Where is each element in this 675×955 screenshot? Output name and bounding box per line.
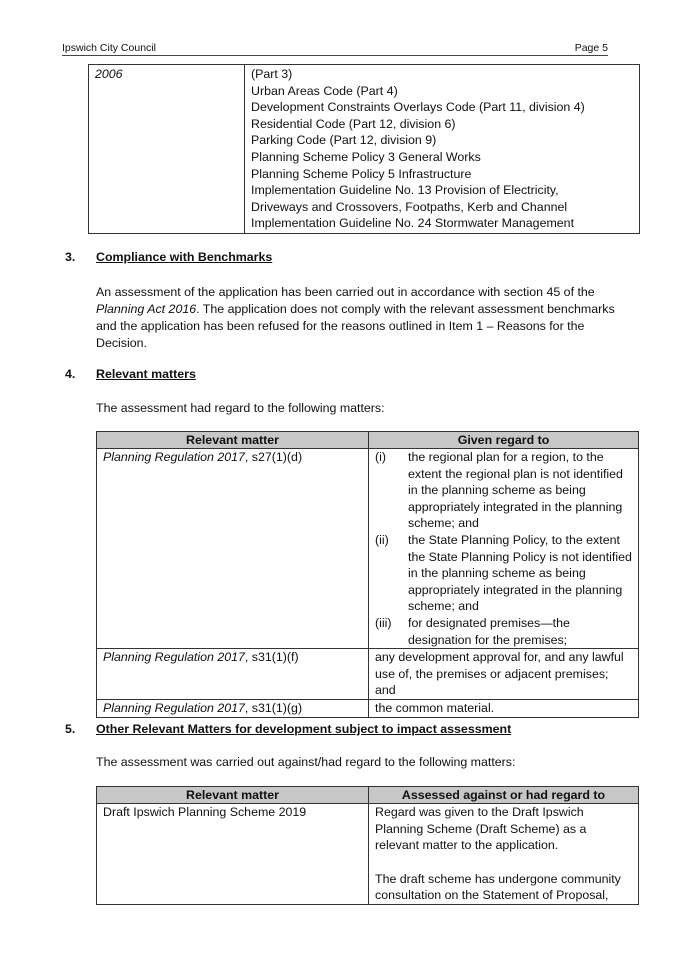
instrument-line: Urban Areas Code (Part 4) bbox=[251, 83, 398, 98]
instrument-line: Planning Scheme Policy 5 Infrastructure bbox=[251, 166, 472, 181]
list-item: (i) the regional plan for a region, to the extent the regional plan is not identified in the planning scheme as being appropriately integrated in the planning scheme; and bbox=[375, 450, 623, 531]
list-item: (iii) for designated premises—the designation for the premises; bbox=[375, 615, 570, 647]
regard-cell: the common material. bbox=[369, 699, 639, 717]
regard-cell: any development approval for, and any lawful use of, the premises or adjacent premises; and bbox=[369, 649, 639, 700]
instrument-line: Development Constraints Overlays Code (Part 11, division 4) bbox=[251, 100, 585, 115]
instruments-cell bbox=[245, 65, 640, 234]
matter-cell: Planning Regulation 2017, s27(1)(d) bbox=[97, 449, 369, 649]
table-row bbox=[89, 65, 640, 234]
table-header-row bbox=[97, 432, 639, 449]
regard-cell bbox=[369, 804, 639, 905]
regard-list bbox=[375, 449, 632, 648]
section-number: 5. bbox=[65, 722, 76, 736]
instrument-line: Implementation Guideline No. 24 Stormwater Management bbox=[251, 216, 575, 231]
matter-cell: Planning Regulation 2017, s31(1)(g) bbox=[97, 699, 369, 717]
header-divider bbox=[62, 55, 608, 56]
matter-cell: Planning Regulation 2017, s31(1)(f) bbox=[97, 649, 369, 700]
instrument-line: (Part 3) bbox=[251, 67, 293, 81]
paragraph-gap bbox=[375, 854, 632, 871]
column-header: Relevant matter bbox=[97, 787, 369, 804]
column-header: Given regard to bbox=[369, 432, 639, 449]
regard-paragraph: Regard was given to the Draft Ipswich Planning Scheme (Draft Scheme) as a relevant matter to the application. bbox=[375, 805, 587, 853]
section-title: Relevant matters bbox=[96, 367, 196, 381]
instrument-line: Planning Scheme Policy 3 General Works bbox=[251, 149, 481, 164]
regard-cell bbox=[369, 449, 639, 649]
header-page-number: Page 5 bbox=[574, 42, 608, 54]
instrument-line: Residential Code (Part 12, division 6) bbox=[251, 116, 456, 131]
relevant-matters-table bbox=[96, 431, 639, 718]
table-row bbox=[97, 649, 639, 700]
column-header: Relevant matter bbox=[97, 432, 369, 449]
section-3-paragraph: An assessment of the application has been carried out in accordance with section 45 of the Planning Act 2016. The application does not comply with the relevant assessment benchmarks and the application has been refused for the reasons outlined in Item 1 – Reasons for the Decision. bbox=[96, 285, 615, 350]
section-title: Compliance with Benchmarks bbox=[96, 250, 273, 264]
legislation-table bbox=[88, 64, 640, 234]
matter-cell: Draft Ipswich Planning Scheme 2019 bbox=[97, 804, 369, 905]
list-item: (ii) the State Planning Policy, to the extent the State Planning Policy is not identified in the planning scheme as being appropriately integrated in the planning scheme; and bbox=[375, 532, 632, 614]
table-header-row bbox=[97, 787, 639, 804]
section-5-intro: The assessment was carried out against/had regard to the following matters: bbox=[96, 755, 516, 769]
year-cell: 2006 bbox=[89, 65, 245, 234]
table-row bbox=[97, 804, 639, 905]
page-header bbox=[62, 42, 608, 56]
table-row bbox=[97, 449, 639, 649]
section-number: 4. bbox=[65, 367, 76, 381]
instrument-line: Implementation Guideline No. 13 Provision of Electricity, bbox=[251, 183, 559, 198]
table-row bbox=[97, 699, 639, 717]
section-4-intro: The assessment had regard to the following matters: bbox=[96, 401, 385, 415]
instrument-line: Parking Code (Part 12, division 9) bbox=[251, 133, 437, 148]
header-org: Ipswich City Council bbox=[62, 42, 156, 54]
section-title: Other Relevant Matters for development subject to impact assessment bbox=[96, 722, 512, 736]
section-number: 3. bbox=[65, 250, 76, 264]
regard-paragraph: The draft scheme has undergone community consultation on the Statement of Proposal, bbox=[375, 871, 621, 903]
instrument-line: Driveways and Crossovers, Footpaths, Kerb and Channel bbox=[251, 199, 568, 214]
other-matters-table bbox=[96, 786, 639, 905]
column-header: Assessed against or had regard to bbox=[369, 787, 639, 804]
